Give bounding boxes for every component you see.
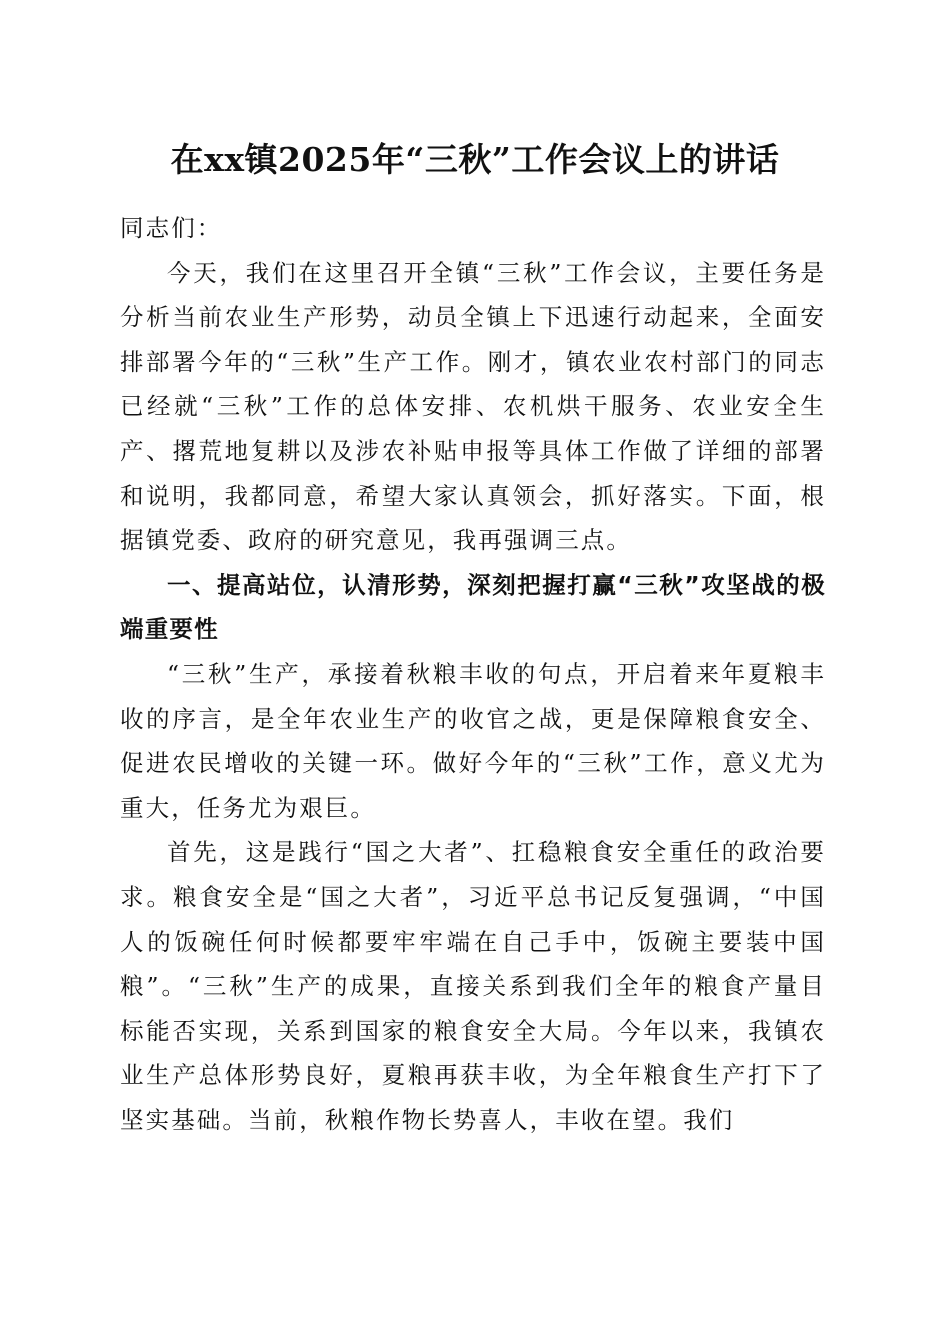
paragraph-first-point: 首先，这是践行“国之大者”、扛稳粮食安全重任的政治要求。粮食安全是“国之大者”，习近平总书记反复强调，“中国人的饭碗任何时候都要牢牢端在自己手中，饭碗主要装中国粮”。“三秋”生产的成果，直接关系到我们全年的粮食产量目标能否实现，关系到国家的粮食安全大局。今年以来，我镇农业生产总体形势良好，夏粮再获丰收，为全年粮食生产打下了坚实基础。当前，秋粮作物长势喜人，丰收在望。我们 [120, 838, 826, 1134]
paragraph-section-1-overview: “三秋”生产，承接着秋粮丰收的句点，开启着来年夏粮丰收的序言，是全年农业生产的收官之战，更是保障粮食安全、促进农民增收的关键一环。做好今年的“三秋”工作，意义尤为重大，任务尤为艰巨。 [120, 659, 826, 822]
document-title: 在xx镇2025年“三秋”工作会议上的讲话 [170, 140, 780, 179]
paragraph-intro: 今天，我们在这里召开全镇“三秋”工作会议，主要任务是分析当前农业生产形势，动员全镇上下迅速行动起来，全面安排部署今年的“三秋”生产工作。刚才，镇农业农村部门的同志已经就“三秋”工作的总体安排、农机烘干服务、农业安全生产、撂荒地复耕以及涉农补贴申报等具体工作做了详细的部署和说明，我都同意，希望大家认真领会，抓好落实。下面，根据镇党委、政府的研究意见，我再强调三点。 [120, 258, 826, 555]
salutation: 同志们： [120, 214, 223, 242]
document-body [120, 206, 826, 1142]
section-heading-1: 一、提高站位，认清形势，深刻把握打赢“三秋”攻坚战的极端重要性 [120, 570, 826, 644]
